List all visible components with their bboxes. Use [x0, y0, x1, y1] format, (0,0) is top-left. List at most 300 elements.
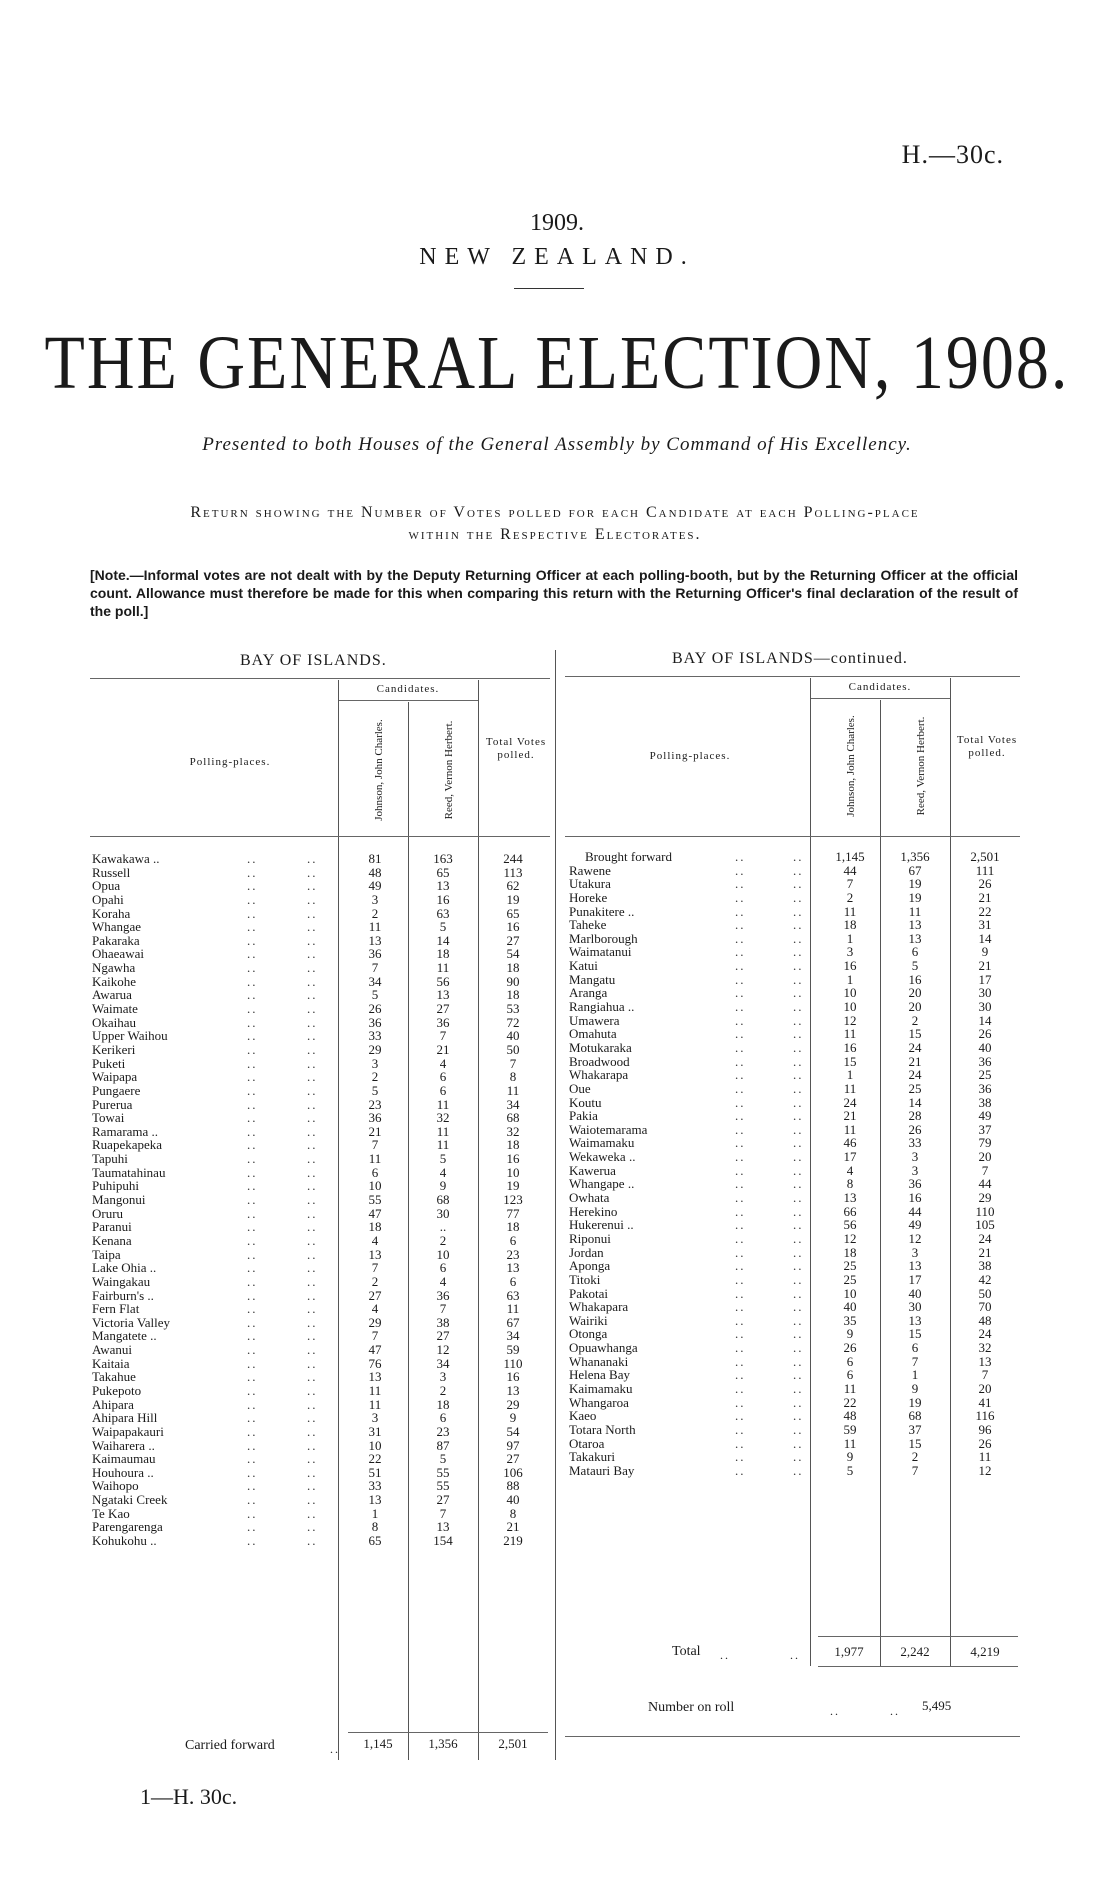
leader-dots: ..	[735, 1053, 746, 1069]
leader-dots: ..	[735, 1012, 746, 1028]
leader-dots: ..	[247, 1464, 258, 1480]
leader-dots: ..	[735, 1367, 746, 1383]
table-row	[92, 1329, 552, 1343]
leader-dots: ..	[793, 1039, 804, 1055]
polling-place-name: Whangaroa	[569, 1394, 629, 1410]
leader-dots: ..	[247, 1041, 258, 1057]
polling-place-name: Pakaraka	[92, 932, 140, 948]
table-row	[565, 1382, 1020, 1396]
cand1-votes: 46	[843, 1135, 857, 1151]
cand2-votes: 49	[908, 1217, 922, 1233]
cand1-votes: 21	[368, 1123, 382, 1139]
cand2-votes: 7	[439, 1028, 447, 1044]
leader-dots: ..	[735, 1190, 746, 1206]
leader-dots: ..	[247, 1273, 258, 1289]
return-heading-line1: Return showing the Number of Votes polled for each Candidate at each Polling-place	[190, 504, 920, 521]
polling-place-name: Wairiki	[569, 1312, 608, 1328]
table-row	[92, 1343, 552, 1357]
table-row	[92, 947, 552, 961]
polling-place-name: Opua	[92, 878, 121, 894]
table-row	[565, 1450, 1020, 1464]
leader-dots: ..	[735, 1067, 746, 1083]
cand2-votes: 18	[436, 946, 450, 962]
leader-dots: ..	[793, 862, 804, 878]
table-row	[565, 1259, 1020, 1273]
polling-place-name: Herekino	[569, 1203, 618, 1219]
leader-dots: ..	[307, 1151, 318, 1167]
total-votes: 116	[975, 1408, 995, 1424]
polling-place-name: Pungaere	[92, 1082, 141, 1098]
table-row	[565, 850, 1020, 864]
cand2-votes: 14	[436, 932, 450, 948]
leader-dots: ..	[735, 889, 746, 905]
leader-dots: ..	[735, 1080, 746, 1096]
total-votes: 29	[506, 1396, 520, 1412]
polling-place-name: Horeke	[569, 889, 608, 905]
cand2-votes: 68	[436, 1192, 450, 1208]
cand1-votes: 26	[843, 1340, 857, 1356]
leader-dots: ..	[307, 864, 318, 880]
leader-dots: ..	[307, 1492, 318, 1508]
leader-dots: ..	[247, 1423, 258, 1439]
table-row	[565, 1055, 1020, 1069]
polling-place-name: Taipa	[92, 1246, 121, 1262]
cand2-votes: 26	[908, 1121, 922, 1137]
table-separator	[555, 650, 556, 1760]
leader-dots: ..	[793, 1326, 804, 1342]
polling-place-name: Otonga	[569, 1326, 608, 1342]
leader-dots: ..	[247, 864, 258, 880]
cand1-votes: 47	[368, 1205, 382, 1221]
cand1-votes: 11	[843, 903, 857, 919]
cand1-votes: 55	[368, 1192, 382, 1208]
table-row	[565, 1437, 1020, 1451]
leader-dots: ..	[735, 1312, 746, 1328]
leader-dots: ..	[793, 917, 804, 933]
carried-cand2: 1,356	[428, 1736, 458, 1751]
cand2-votes: 27	[436, 1001, 450, 1017]
leader-dots: ..	[247, 878, 258, 894]
polling-place-name: Marlborough	[569, 930, 638, 946]
polling-place-name: Taheke	[569, 917, 607, 933]
cand2-votes: 11	[436, 1123, 450, 1139]
table-row	[565, 1109, 1020, 1123]
cand2-votes: 6	[439, 1069, 447, 1085]
cand2-votes: 7	[439, 1301, 447, 1317]
total-votes: 22	[978, 903, 992, 919]
polling-place-name: Mangatu	[569, 971, 616, 987]
cand1-votes: 76	[368, 1355, 382, 1371]
table-row	[92, 1016, 552, 1030]
cand2-votes: 13	[908, 930, 922, 946]
table-row	[92, 934, 552, 948]
cand2-votes: 13	[908, 1258, 922, 1274]
leader-dots: ..	[793, 971, 804, 987]
leader-dots: ..	[307, 1164, 318, 1180]
leader-dots: ..	[247, 1260, 258, 1276]
total-votes: 123	[503, 1192, 523, 1208]
cand2-votes: 6	[911, 944, 919, 960]
cand1-votes: 24	[843, 1094, 857, 1110]
leader-dots: ..	[735, 1435, 746, 1451]
cand2-votes: 21	[436, 1041, 450, 1057]
polling-place-name: Okaihau	[92, 1014, 137, 1030]
cand1-votes: 31	[368, 1423, 382, 1439]
cand1-votes: 11	[843, 1435, 857, 1451]
polling-place-name: Kaitaia	[92, 1355, 130, 1371]
table-row	[92, 1302, 552, 1316]
leader-dots: ..	[307, 1396, 318, 1412]
cand1-votes: 11	[368, 1396, 382, 1412]
cand2-votes: 7	[911, 1353, 919, 1369]
table-row	[565, 1341, 1020, 1355]
leader-dots: ..	[307, 1205, 318, 1221]
cand1-votes: 3	[846, 944, 854, 960]
cand1-votes: 65	[368, 1533, 382, 1549]
table-row	[565, 1014, 1020, 1028]
total-votes: 62	[506, 878, 520, 894]
cand2-votes: 4	[439, 1273, 447, 1289]
cand1-votes: 2	[846, 889, 854, 905]
total-votes: 8	[509, 1505, 517, 1521]
cand2-votes: 2	[911, 1449, 919, 1465]
leader-dots: ..	[793, 985, 804, 1001]
polling-place-name: Waimatanui	[569, 944, 632, 960]
cand1-votes: 47	[368, 1342, 382, 1358]
cand1-votes: 11	[368, 919, 382, 935]
cand1-votes: 7	[846, 876, 854, 892]
leader-dots: ..	[735, 1244, 746, 1260]
polling-place-name: Kaimaumau	[92, 1451, 156, 1467]
total-votes: 70	[978, 1299, 992, 1315]
leader-dots: ..	[307, 973, 318, 989]
polling-place-name: Rawene	[569, 862, 611, 878]
left-candidates-rule	[338, 700, 478, 701]
cand2-votes: 16	[908, 971, 922, 987]
polling-place-name: Lake Ohia ..	[92, 1260, 157, 1276]
leader-dots: ..	[307, 1328, 318, 1344]
cand1-votes: 12	[843, 1012, 857, 1028]
leader-dots: ..	[247, 1014, 258, 1030]
table-row	[92, 1125, 552, 1139]
table-row	[565, 864, 1020, 878]
leader-dots: ..	[247, 1219, 258, 1235]
total-votes: 106	[503, 1464, 523, 1480]
leader-dots: ..	[307, 1041, 318, 1057]
total-votes: 67	[506, 1314, 520, 1330]
polling-place-name: Owhata	[569, 1190, 610, 1206]
polling-place-name: Kawakawa ..	[92, 851, 160, 866]
leader-dots: ..	[307, 1082, 318, 1098]
right-total-header	[953, 734, 1021, 760]
cand1-votes: 6	[846, 1367, 854, 1383]
cand2-votes: 32	[436, 1110, 450, 1126]
cand2-votes: 17	[908, 1271, 922, 1287]
leader-dots: ..	[735, 985, 746, 1001]
polling-place-name: Otaroa	[569, 1435, 605, 1451]
leader-dots: ..	[247, 1355, 258, 1371]
leader-dots: ..	[247, 960, 258, 976]
table-row	[565, 959, 1020, 973]
cand1-votes: 11	[843, 1380, 857, 1396]
cand1-votes: 49	[368, 878, 382, 894]
table-row	[92, 1289, 552, 1303]
right-header-rule	[565, 836, 1020, 837]
leader-dots: ..	[735, 1039, 746, 1055]
cand1-votes: 6	[846, 1353, 854, 1369]
cand1-votes: 22	[843, 1394, 857, 1410]
cand2-votes: 6	[439, 1260, 447, 1276]
polling-place-name: Kawerua	[569, 1162, 616, 1178]
total-votes: 23	[506, 1246, 520, 1262]
leader-dots: ..	[247, 1164, 258, 1180]
total-votes: 219	[503, 1533, 523, 1549]
leader-dots: ..	[735, 1230, 746, 1246]
total-votes: 41	[978, 1394, 992, 1410]
polling-place-name: Ahipara	[92, 1396, 134, 1412]
leader-dots: ..	[307, 1096, 318, 1112]
polling-place-name: Fairburn's ..	[92, 1287, 154, 1303]
table-row	[92, 920, 552, 934]
leader-dots: ..	[735, 1094, 746, 1110]
leader-dots: ..	[307, 1533, 318, 1549]
total-votes: 27	[506, 1451, 520, 1467]
left-table-body	[92, 852, 552, 1548]
cand2-votes: 16	[436, 891, 450, 907]
polling-place-name: Awarua	[92, 987, 132, 1003]
table-row	[92, 1357, 552, 1371]
cand2-votes: 27	[436, 1492, 450, 1508]
leader-dots: ..	[735, 930, 746, 946]
leader-dots: ..	[307, 1273, 318, 1289]
polling-place-name: Rangiahua ..	[569, 999, 635, 1015]
right-table-body	[565, 850, 1020, 1477]
total-votes: 12	[978, 1462, 992, 1478]
polling-place-name: Paranui	[92, 1219, 132, 1235]
polling-place-name: Victoria Valley	[92, 1314, 171, 1330]
total-votes: 63	[506, 1287, 520, 1303]
leader-dots: ..	[793, 1367, 804, 1383]
cand2-votes: 4	[439, 1164, 447, 1180]
table-row	[92, 961, 552, 975]
polling-place-name: Wekaweka ..	[569, 1149, 636, 1165]
cand2-votes: 38	[436, 1314, 450, 1330]
leader-dots: ..	[247, 1301, 258, 1317]
left-cand2-header: Reed, Vernon Herbert.	[443, 720, 455, 820]
leader-dots: ..	[247, 1205, 258, 1221]
page-title: THE GENERAL ELECTION, 1908.	[44, 321, 1070, 406]
leader-dots: ..	[735, 1217, 746, 1233]
cand1-votes: 5	[846, 1462, 854, 1478]
polling-place-name: Motukaraka	[569, 1039, 632, 1055]
leader-dots: ..	[307, 1519, 318, 1535]
cand2-votes: 12	[436, 1342, 450, 1358]
leader-dots: ..	[247, 919, 258, 935]
leader-dots: ..	[247, 905, 258, 921]
total-votes: 50	[506, 1041, 520, 1057]
polling-place-name: Waipapakauri	[92, 1423, 164, 1439]
roll-label: Number on roll	[648, 1700, 735, 1715]
table-row	[92, 1398, 552, 1412]
leader-dots: ..	[307, 1464, 318, 1480]
table-row	[565, 1096, 1020, 1110]
leader-dots: ..	[247, 1082, 258, 1098]
cand1-votes: 27	[368, 1287, 382, 1303]
leader-dots: ..	[793, 944, 804, 960]
right-total-dots-2: ..	[790, 1648, 800, 1662]
table-row	[565, 1355, 1020, 1369]
table-row	[92, 1234, 552, 1248]
leader-dots: ..	[307, 1451, 318, 1467]
table-row	[92, 1493, 552, 1507]
total-votes: 111	[975, 862, 995, 878]
leader-dots: ..	[247, 1533, 258, 1549]
leader-dots: ..	[735, 1326, 746, 1342]
leader-dots: ..	[735, 1149, 746, 1165]
right-total-total: 4,219	[970, 1644, 1000, 1659]
polling-place-name: Hukerenui ..	[569, 1217, 634, 1233]
roll-dots-2: ..	[890, 1704, 900, 1718]
polling-place-name: Takakuri	[569, 1449, 616, 1465]
table-row	[92, 1138, 552, 1152]
polling-place-name: Russell	[92, 864, 131, 880]
leader-dots: ..	[735, 1353, 746, 1369]
cand2-votes: 15	[908, 1326, 922, 1342]
polling-place-name: Matauri Bay	[569, 1462, 635, 1478]
cand1-votes: 40	[843, 1299, 857, 1315]
table-row	[92, 1084, 552, 1098]
right-table-title-text: BAY OF ISLANDS—continued.	[672, 650, 908, 667]
cand1-votes: 23	[368, 1096, 382, 1112]
table-row	[565, 1000, 1020, 1014]
cand2-votes: 13	[436, 987, 450, 1003]
leader-dots: ..	[735, 1121, 746, 1137]
total-votes: 40	[506, 1492, 520, 1508]
polling-place-name: Titoki	[569, 1271, 601, 1287]
roll-dots-1: ..	[830, 1704, 840, 1718]
leader-dots: ..	[247, 1369, 258, 1385]
cand1-votes: 6	[371, 1164, 379, 1180]
presented-line: Presented to both Houses of the General Assembly by Command of His Excellency.	[202, 434, 912, 455]
leader-dots: ..	[735, 1285, 746, 1301]
polling-place-name: Kaimamaku	[569, 1380, 633, 1396]
polling-place-name: Opahi	[92, 891, 124, 907]
leader-dots: ..	[307, 1382, 318, 1398]
leader-dots: ..	[247, 1028, 258, 1044]
leader-dots: ..	[735, 1026, 746, 1042]
table-row	[92, 1370, 552, 1384]
leader-dots: ..	[307, 1178, 318, 1194]
table-row	[565, 1396, 1020, 1410]
cand2-votes: 13	[436, 1519, 450, 1535]
polling-place-name: Puketi	[92, 1055, 126, 1071]
cand2-votes: 7	[439, 1505, 447, 1521]
cand1-votes: 51	[368, 1464, 382, 1480]
table-row	[565, 1300, 1020, 1314]
cand1-votes: 2	[371, 1069, 379, 1085]
polling-place-name: Ohaeawai	[92, 946, 144, 962]
cand2-votes: 3	[439, 1369, 447, 1385]
table-row	[565, 945, 1020, 959]
polling-place-name: Totara North	[569, 1421, 636, 1437]
cand1-votes: 35	[843, 1312, 857, 1328]
total-votes: 40	[506, 1028, 520, 1044]
leader-dots: ..	[793, 1190, 804, 1206]
cand2-votes: 24	[908, 1039, 922, 1055]
cand2-votes: 12	[908, 1230, 922, 1246]
leader-dots: ..	[793, 1271, 804, 1287]
cand1-votes: 7	[371, 960, 379, 976]
leader-dots: ..	[247, 1137, 258, 1153]
leader-dots: ..	[793, 876, 804, 892]
leader-dots: ..	[247, 973, 258, 989]
polling-place-name: Umawera	[569, 1012, 620, 1028]
table-row	[565, 1123, 1020, 1137]
total-votes: 48	[978, 1312, 992, 1328]
leader-dots: ..	[735, 862, 746, 878]
table-row	[565, 1191, 1020, 1205]
cand2-votes: 5	[439, 919, 447, 935]
cand2-votes: 36	[436, 1014, 450, 1030]
leader-dots: ..	[307, 1028, 318, 1044]
leader-dots: ..	[793, 930, 804, 946]
total-votes: 13	[978, 1353, 992, 1369]
cand2-votes: 1	[911, 1367, 919, 1383]
leader-dots: ..	[307, 1301, 318, 1317]
total-votes: 40	[978, 1039, 992, 1055]
polling-place-name: Houhoura ..	[92, 1464, 154, 1480]
leader-dots: ..	[793, 1258, 804, 1274]
total-votes: 16	[506, 1151, 520, 1167]
return-heading-line2: within the Respective Electorates.	[408, 526, 702, 543]
total-votes: 24	[978, 1230, 992, 1246]
table-row	[92, 1043, 552, 1057]
total-votes: 36	[978, 1080, 992, 1096]
cand2-votes: 10	[436, 1246, 450, 1262]
leader-dots: ..	[247, 1451, 258, 1467]
cand2-votes: 18	[436, 1396, 450, 1412]
table-row	[565, 1082, 1020, 1096]
total-votes: 21	[506, 1519, 520, 1535]
table-row	[565, 1136, 1020, 1150]
cand2-votes: 36	[436, 1287, 450, 1303]
polling-place-name: Whananaki	[569, 1353, 629, 1369]
cand2-votes: 55	[436, 1478, 450, 1494]
cand2-votes: 27	[436, 1328, 450, 1344]
cand2-votes: 7	[911, 1462, 919, 1478]
total-votes: 18	[506, 960, 520, 976]
table-row	[92, 1152, 552, 1166]
cand2-votes: 19	[908, 889, 922, 905]
polling-place-name: Ngawha	[92, 960, 136, 976]
cand1-votes: 11	[843, 1080, 857, 1096]
leader-dots: ..	[735, 876, 746, 892]
year: 1909.	[530, 210, 584, 236]
leader-dots: ..	[793, 1299, 804, 1315]
leader-dots: ..	[307, 987, 318, 1003]
right-total-cand2: 2,242	[900, 1644, 930, 1659]
polling-place-name: Whakapara	[569, 1299, 629, 1315]
total-votes: 25	[978, 1067, 992, 1083]
left-candidates-label: Candidates.	[376, 683, 440, 695]
leader-dots: ..	[793, 1080, 804, 1096]
total-votes: 53	[506, 1001, 520, 1017]
leader-dots: ..	[307, 1314, 318, 1330]
table-row	[92, 988, 552, 1002]
total-votes: 7	[981, 1367, 989, 1383]
cand2-votes: 20	[908, 985, 922, 1001]
leader-dots: ..	[307, 960, 318, 976]
